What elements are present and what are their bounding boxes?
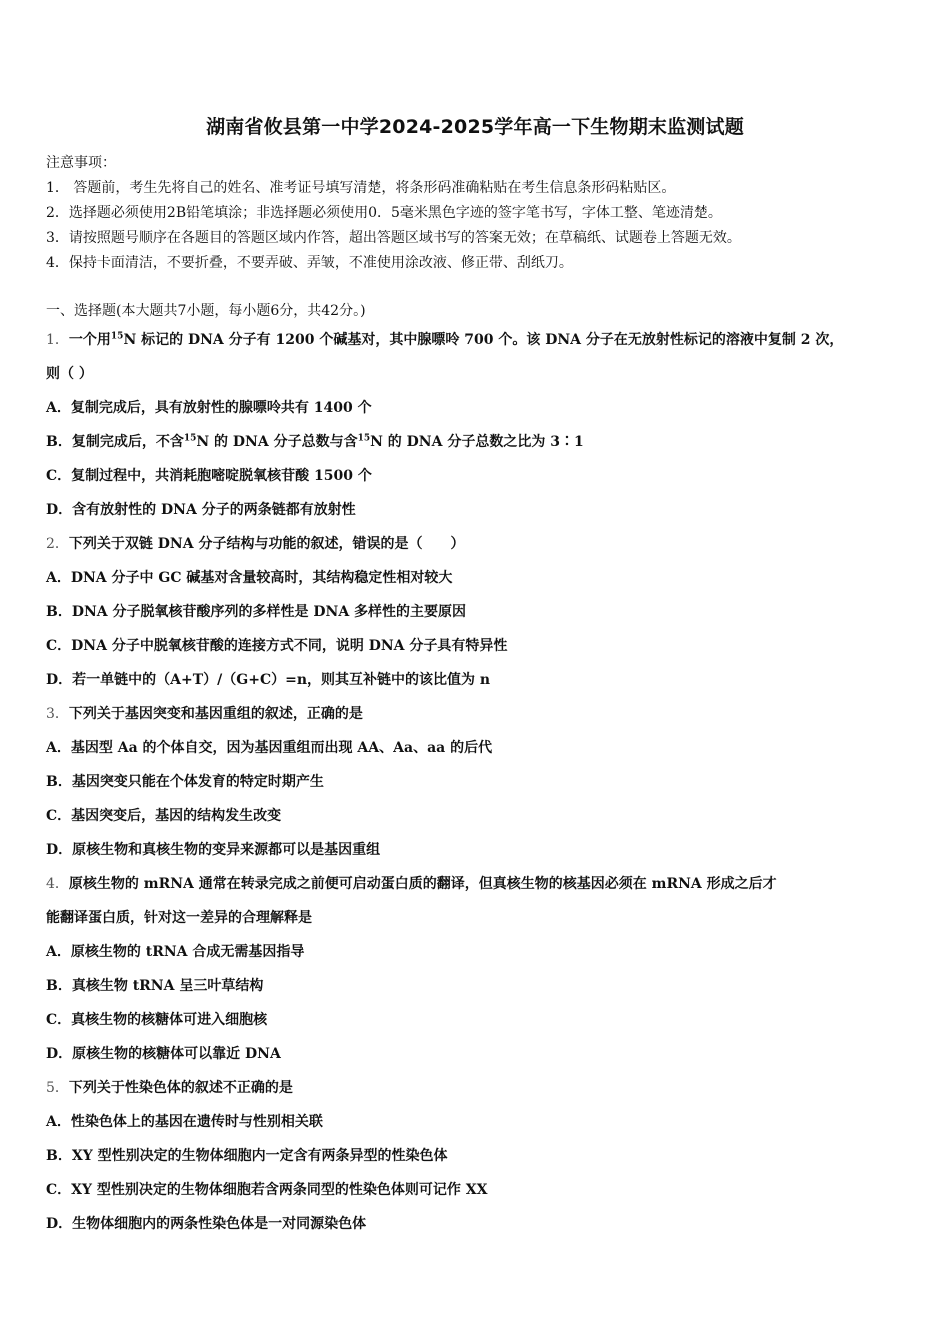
superscript: 15 [183, 433, 197, 444]
option-b[interactable]: B．基因突变只能在个体发育的特定时期产生 [46, 774, 324, 790]
notice-item: 3．请按照题号顺序在各题目的答题区域内作答，超出答题区域书写的答案无效；在草稿纸、试题卷上答题无效。 [46, 230, 741, 246]
option-d[interactable]: D．含有放射性的 DNA 分子的两条链都有放射性 [46, 502, 356, 518]
question-4-stem-cont [46, 901, 926, 935]
notice-heading: 注意事项： [46, 155, 116, 171]
option-text: N 的 DNA 分子总数与含 [196, 434, 358, 450]
question-1-stem-cont [46, 357, 926, 391]
option-c[interactable]: C．复制过程中，共消耗胞嘧啶脱氧核苷酸 1500 个 [46, 468, 372, 484]
notice-item: 2．选择题必须使用2B铅笔填涂；非选择题必须使用0．5毫米黑色字迹的签字笔书写，字体工整、笔迹清楚。 [46, 205, 722, 221]
question-number: 2． [46, 536, 69, 552]
option-c[interactable]: C．真核生物的核糖体可进入细胞核 [46, 1012, 268, 1028]
option-a[interactable]: A．复制完成后，具有放射性的腺嘌呤共有 1400 个 [46, 400, 372, 416]
notice-item: 4．保持卡面清洁，不要折叠，不要弄破、弄皱，不准使用涂改液、修正带、刮纸刀。 [46, 255, 573, 271]
option-a[interactable]: A．基因型 Aa 的个体自交，因为基因重组而出现 AA、Aa、aa 的后代 [46, 740, 493, 756]
page-title: 湖南省攸县第一中学2024-2025学年高一下生物期末监测试题 [206, 116, 744, 138]
question-text: 下列关于性染色体的叙述不正确的是 [68, 1080, 293, 1096]
option-d[interactable]: D．若一单链中的（A+T）/（G+C）=n，则其互补链中的该比值为 n [46, 672, 491, 688]
notice-item: 1． 答题前，考生先将自己的姓名、准考证号填写清楚，将条形码准确粘贴在考生信息条形码粘贴区。 [46, 180, 676, 196]
question-5-stem [46, 1071, 926, 1105]
question-text: 一个用 [68, 332, 111, 348]
option-a[interactable]: A．性染色体上的基因在遗传时与性别相关联 [46, 1114, 323, 1130]
question-text: 能翻译蛋白质，针对这一差异的合理解释是 [46, 910, 312, 926]
option-text: N 的 DNA 分子总数之比为 3∶1 [370, 434, 584, 450]
option-text: B．复制完成后，不含 [46, 434, 184, 450]
section-heading: 一、选择题(本大题共7小题，每小题6分，共42分。) [46, 303, 366, 319]
question-number: 3． [46, 706, 69, 722]
superscript: 15 [110, 331, 124, 342]
question-text: N 标记的 DNA 分子有 1200 个碱基对，其中腺嘌呤 700 个。该 DNA 分子在无放射性标记的溶液中复制 2 次， [123, 332, 844, 348]
option-d[interactable]: D．原核生物的核糖体可以靠近 DNA [46, 1046, 281, 1062]
question-number: 5． [46, 1080, 69, 1096]
option-c[interactable]: C．基因突变后，基因的结构发生改变 [46, 808, 282, 824]
question-text: 原核生物的 mRNA 通常在转录完成之前便可启动蛋白质的翻译，但真核生物的核基因必须在 mRNA 形成之后才 [68, 876, 777, 892]
question-text: 则（ ） [46, 366, 93, 382]
option-a[interactable]: A．原核生物的 tRNA 合成无需基因指导 [46, 944, 305, 960]
question-3-stem [46, 697, 926, 731]
option-b[interactable]: B．DNA 分子脱氧核苷酸序列的多样性是 DNA 多样性的主要原因 [46, 604, 467, 620]
notice-block [46, 151, 926, 276]
question-number: 4． [46, 876, 69, 892]
question-list [46, 323, 926, 1241]
option-b[interactable]: B．真核生物 tRNA 呈三叶草结构 [46, 978, 264, 994]
question-text: 下列关于双链 DNA 分子结构与功能的叙述，错误的是（ ） [68, 536, 465, 552]
option-d[interactable]: D．生物体细胞内的两条性染色体是一对同源染色体 [46, 1216, 367, 1232]
question-4-stem [46, 867, 926, 901]
option-b[interactable]: B．XY 型性别决定的生物体细胞内一定含有两条异型的性染色体 [46, 1148, 448, 1164]
superscript: 15 [357, 433, 371, 444]
question-number: 1． [46, 332, 69, 348]
option-a[interactable]: A．DNA 分子中 GC 碱基对含量较高时，其结构稳定性相对较大 [46, 570, 453, 586]
option-c[interactable]: C．XY 型性别决定的生物体细胞若含两条同型的性染色体则可记作 XX [46, 1182, 488, 1198]
question-1-stem [46, 323, 926, 357]
option-b[interactable] [46, 425, 926, 459]
question-text: 下列关于基因突变和基因重组的叙述，正确的是 [68, 706, 363, 722]
option-c[interactable]: C．DNA 分子中脱氧核苷酸的连接方式不同，说明 DNA 分子具有特异性 [46, 638, 508, 654]
question-2-stem [46, 527, 926, 561]
option-d[interactable]: D．原核生物和真核生物的变异来源都可以是基因重组 [46, 842, 381, 858]
